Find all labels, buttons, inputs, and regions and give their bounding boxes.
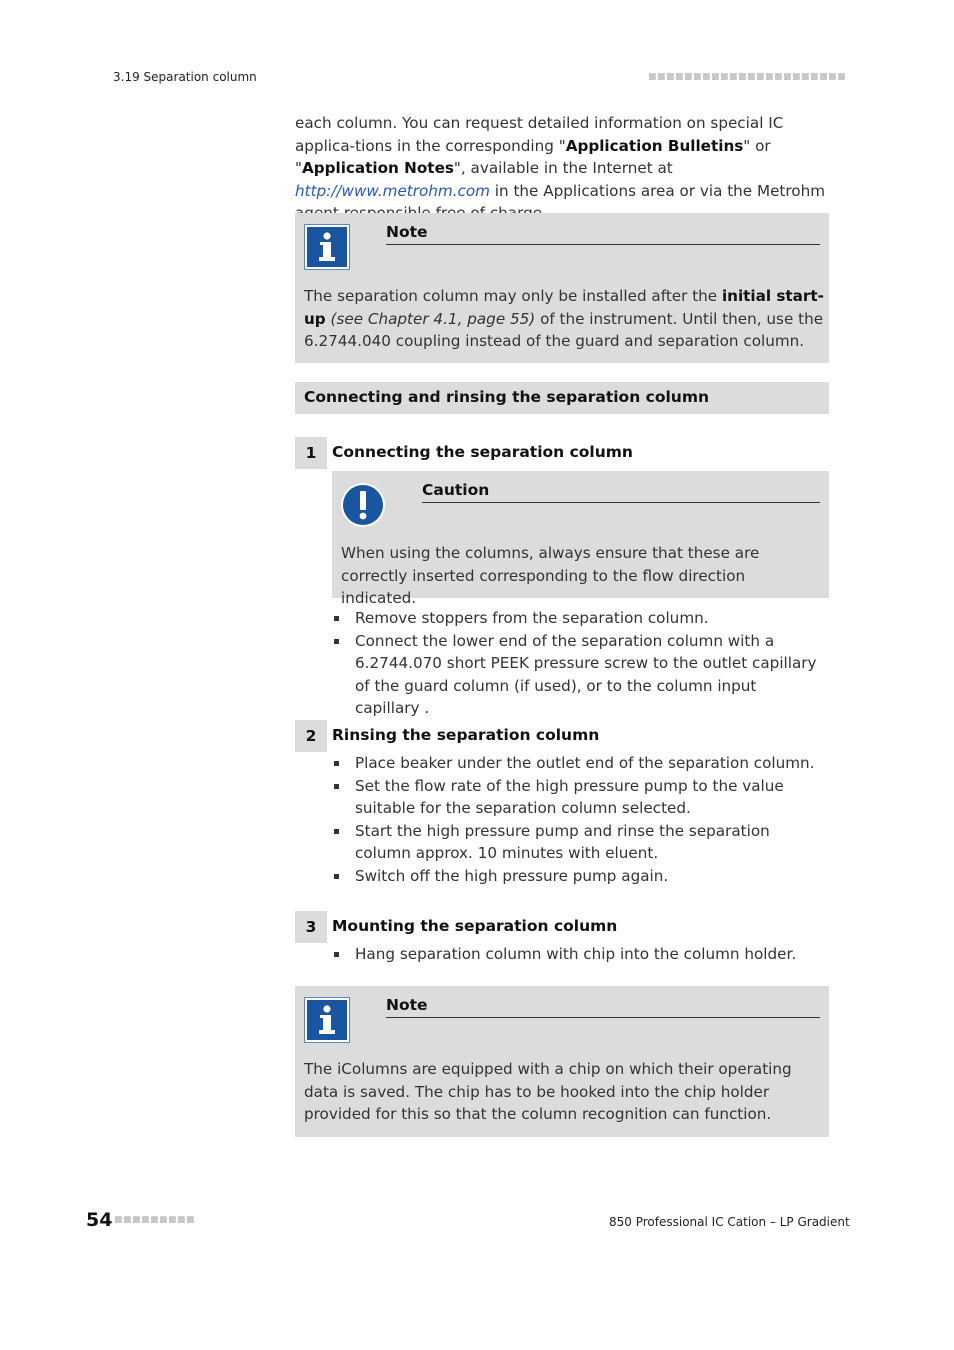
step-3-list <box>332 943 822 966</box>
list-item: Start the high pressure pump and rinse the separation column approx. 10 minutes with eluent. <box>332 820 822 865</box>
note-text: The iColumns are equipped with a chip on which their operating data is saved. The chip has to be hooked into the chip holder provided for this so that the column recognition can function. <box>304 1060 792 1123</box>
step-number: 1 <box>295 437 327 469</box>
header-decoration-dots: ■■■■■■■■■■■■■■■■■■■■■■ <box>648 72 847 82</box>
metrohm-link[interactable]: http://www.metrohm.com <box>295 181 490 200</box>
info-icon <box>304 224 350 270</box>
note-title: Note <box>386 223 820 245</box>
caution-text: When using the columns, always ensure that these are correctly inserted corresponding to the flow direction indicated. <box>341 544 760 607</box>
note-box <box>295 213 829 363</box>
list-item: Set the flow rate of the high pressure pump to the value suitable for the separation column selected. <box>332 775 822 820</box>
step-title: Mounting the separation column <box>332 917 618 935</box>
caution-box <box>332 471 829 607</box>
list-item: Remove stoppers from the separation column. <box>332 607 822 630</box>
note-box <box>295 986 829 1137</box>
step-2-list <box>332 752 822 887</box>
list-item: Connect the lower end of the separation column with a 6.2744.070 short PEEK pressure screw to the outlet capillary of the guard column (if used), or to the column input capillary . <box>332 630 822 720</box>
caution-title: Caution <box>422 481 820 503</box>
running-header-section: 3.19 Separation column <box>113 70 257 84</box>
footer-decoration-dots: ■■■■■■■■■ <box>114 1215 196 1225</box>
step-number: 3 <box>295 911 327 943</box>
page-number: 54 <box>86 1209 113 1231</box>
step-title: Connecting the separation column <box>332 443 633 461</box>
step-number: 2 <box>295 720 327 752</box>
list-item: Hang separation column with chip into the column holder. <box>332 943 822 966</box>
list-item: Switch off the high pressure pump again. <box>332 865 822 888</box>
intro-paragraph: each column. You can request detailed information on special IC applica-tions in the corresponding "Application Bulletins" or "Application Notes", available in the Internet at http://www.metrohm.com in the Applications area or via the Metrohm <box>295 114 825 200</box>
list-item: Place beaker under the outlet end of the separation column. <box>332 752 822 775</box>
warning-icon <box>340 482 386 528</box>
step-1-list <box>332 607 822 720</box>
section-heading: Connecting and rinsing the separation column <box>295 382 829 414</box>
note-title: Note <box>386 996 820 1018</box>
footer-document-title: 850 Professional IC Cation – LP Gradient <box>609 1215 850 1229</box>
chapter-reference-link[interactable]: (see Chapter 4.1, page 55) <box>325 309 536 328</box>
note-text: The separation column may only be installed after the initial start-up (see Chapter 4.1, page 55) of the instrument. Until then, use the 6.2744.040 coupling instead of the guard and separation column. <box>304 287 824 350</box>
info-icon <box>304 997 350 1043</box>
step-title: Rinsing the separation column <box>332 726 600 744</box>
